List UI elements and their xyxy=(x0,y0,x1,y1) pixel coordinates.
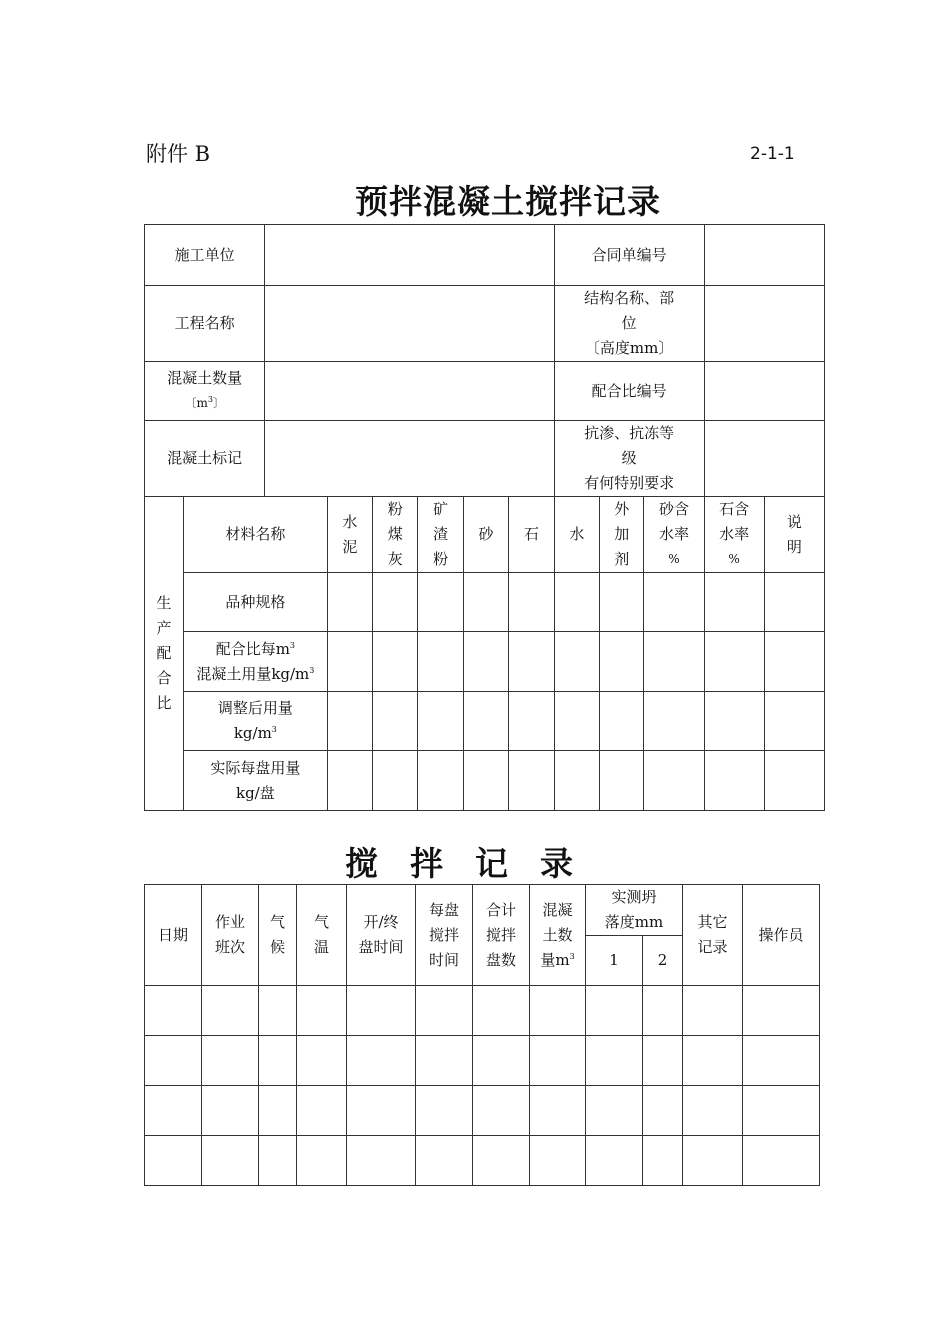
construction-unit-label: 施工单位 xyxy=(145,225,265,286)
table-cell xyxy=(463,692,508,751)
table-cell xyxy=(202,1086,259,1136)
table-row xyxy=(145,1086,820,1136)
table-cell xyxy=(643,986,683,1036)
structure-value xyxy=(704,286,824,362)
table-cell xyxy=(202,1036,259,1086)
table-cell xyxy=(586,986,643,1036)
table-cell xyxy=(644,751,704,811)
table-cell xyxy=(644,573,704,632)
table-cell xyxy=(704,751,764,811)
contract-no-label: 合同单编号 xyxy=(554,225,704,286)
mix-record-table xyxy=(144,224,825,811)
table-cell xyxy=(259,1086,297,1136)
production-mix-side-label: 生 产 配 合 比 xyxy=(145,497,184,811)
table-cell xyxy=(473,1136,530,1186)
table-cell xyxy=(554,692,599,751)
table-cell xyxy=(327,573,372,632)
table-cell xyxy=(530,1036,586,1086)
table-cell xyxy=(600,751,644,811)
project-name-value xyxy=(265,286,554,362)
table-cell xyxy=(509,692,554,751)
row-ratio-label: 配合比每$m^3$ 混凝土用量$kg/m^3$ xyxy=(184,632,328,692)
row-spec-label: 品种规格 xyxy=(184,573,328,632)
header-slump: 实测坍 落度mm xyxy=(586,885,683,936)
col-water: 水 xyxy=(554,497,599,573)
mix-no-value xyxy=(704,362,824,421)
table-cell xyxy=(202,986,259,1036)
table-cell xyxy=(683,1036,743,1086)
table-cell xyxy=(704,692,764,751)
row-actual-label: 实际每盘用量 kg/盘 xyxy=(184,751,328,811)
table-cell xyxy=(683,1086,743,1136)
page-title: 预拌混凝土搅拌记录 xyxy=(355,182,661,221)
col-stone-moisture: 石含 水率 % xyxy=(704,497,764,573)
table-cell xyxy=(373,751,418,811)
table-cell xyxy=(764,573,824,632)
header-total-batches: 合计 搅拌 盘数 xyxy=(473,885,530,986)
table-cell xyxy=(327,632,372,692)
material-name-header: 材料名称 xyxy=(184,497,328,573)
table-cell xyxy=(554,632,599,692)
table-cell xyxy=(473,986,530,1036)
table-cell xyxy=(586,1136,643,1186)
table-cell xyxy=(586,1086,643,1136)
special-requirements-value xyxy=(704,421,824,497)
table-cell xyxy=(145,1136,202,1186)
table-cell xyxy=(327,692,372,751)
header-concrete-volume: 混凝 土数 量$m^3$ xyxy=(530,885,586,986)
col-fly-ash: 粉 煤 灰 xyxy=(373,497,418,573)
header-date: 日期 xyxy=(145,885,202,986)
table-cell xyxy=(600,573,644,632)
table-cell xyxy=(416,1136,473,1186)
table-cell xyxy=(586,1036,643,1086)
header-other-records: 其它 记录 xyxy=(683,885,743,986)
table-cell xyxy=(259,1136,297,1186)
project-name-label: 工程名称 xyxy=(145,286,265,362)
table-cell xyxy=(463,573,508,632)
table-cell xyxy=(509,573,554,632)
contract-no-value xyxy=(704,225,824,286)
table-cell xyxy=(554,751,599,811)
table-cell xyxy=(347,1136,416,1186)
structure-label: 结构名称、部 位 〔高度mm〕 xyxy=(554,286,704,362)
table-cell xyxy=(509,751,554,811)
table-cell xyxy=(743,1036,820,1086)
table-cell xyxy=(704,573,764,632)
table-cell xyxy=(643,1136,683,1186)
col-sand: 砂 xyxy=(463,497,508,573)
header-slump-2: 2 xyxy=(643,936,683,986)
table-cell xyxy=(347,1036,416,1086)
form-code: 2-1-1 xyxy=(750,144,795,164)
concrete-quantity-label: 混凝土数量 〔$m^3$〕 xyxy=(145,362,265,421)
special-requirements-label: 抗渗、抗冻等 级 有何特别要求 xyxy=(554,421,704,497)
table-cell xyxy=(373,692,418,751)
table-cell xyxy=(347,986,416,1036)
table-cell xyxy=(643,1036,683,1086)
concrete-mark-value xyxy=(265,421,554,497)
table-cell xyxy=(297,1136,347,1186)
table-cell xyxy=(600,692,644,751)
table-cell xyxy=(683,986,743,1036)
table-cell xyxy=(643,1086,683,1136)
table-cell xyxy=(530,986,586,1036)
header-mixing-time: 每盘 搅拌 时间 xyxy=(416,885,473,986)
table-cell xyxy=(463,632,508,692)
header-temperature: 气 温 xyxy=(297,885,347,986)
table-cell xyxy=(259,986,297,1036)
table-cell xyxy=(145,986,202,1036)
table-cell xyxy=(297,986,347,1036)
mix-no-label: 配合比编号 xyxy=(554,362,704,421)
table-cell xyxy=(530,1136,586,1186)
table-cell xyxy=(373,632,418,692)
construction-unit-value xyxy=(265,225,554,286)
col-sand-moisture: 砂含 水率 % xyxy=(644,497,704,573)
table-cell xyxy=(259,1036,297,1086)
table-cell xyxy=(463,751,508,811)
header-operator: 操作员 xyxy=(743,885,820,986)
header-weather: 气 候 xyxy=(259,885,297,986)
col-slag-powder: 矿 渣 粉 xyxy=(418,497,463,573)
table-cell xyxy=(202,1136,259,1186)
table-cell xyxy=(416,1086,473,1136)
table-cell xyxy=(509,632,554,692)
table-cell xyxy=(327,751,372,811)
table-cell xyxy=(418,632,463,692)
col-cement: 水 泥 xyxy=(327,497,372,573)
table-cell xyxy=(418,573,463,632)
table-cell xyxy=(743,986,820,1036)
table-cell xyxy=(764,692,824,751)
concrete-mark-label: 混凝土标记 xyxy=(145,421,265,497)
table-cell xyxy=(644,632,704,692)
table-cell xyxy=(145,1036,202,1086)
table-cell xyxy=(743,1136,820,1186)
row-adjusted-label: 调整后用量 $kg/m^3$ xyxy=(184,692,328,751)
header-slump-1: 1 xyxy=(586,936,643,986)
table-cell xyxy=(418,751,463,811)
table-cell xyxy=(683,1136,743,1186)
table-cell xyxy=(297,1036,347,1086)
table-cell xyxy=(554,573,599,632)
table-cell xyxy=(373,573,418,632)
table-cell xyxy=(764,751,824,811)
table-cell xyxy=(743,1086,820,1136)
header-shift: 作业 班次 xyxy=(202,885,259,986)
table-cell xyxy=(418,692,463,751)
table-cell xyxy=(145,1086,202,1136)
table-cell xyxy=(704,632,764,692)
table-cell xyxy=(347,1086,416,1136)
table-cell xyxy=(416,986,473,1036)
table-cell xyxy=(530,1086,586,1136)
table-cell xyxy=(473,1036,530,1086)
concrete-quantity-value xyxy=(265,362,554,421)
table-cell xyxy=(297,1086,347,1136)
attachment-label: 附件 B xyxy=(146,142,211,166)
table-cell xyxy=(473,1086,530,1136)
record-section-title: 搅拌记录 xyxy=(345,844,605,883)
mixing-record-table xyxy=(144,884,820,1186)
col-notes: 说 明 xyxy=(764,497,824,573)
table-cell xyxy=(416,1036,473,1086)
table-cell xyxy=(644,692,704,751)
col-stone: 石 xyxy=(509,497,554,573)
table-row xyxy=(145,1036,820,1086)
table-row xyxy=(145,1136,820,1186)
col-admixture: 外 加 剂 xyxy=(600,497,644,573)
table-cell xyxy=(600,632,644,692)
header-start-end-time: 开/终 盘时间 xyxy=(347,885,416,986)
table-row xyxy=(145,986,820,1036)
table-cell xyxy=(764,632,824,692)
